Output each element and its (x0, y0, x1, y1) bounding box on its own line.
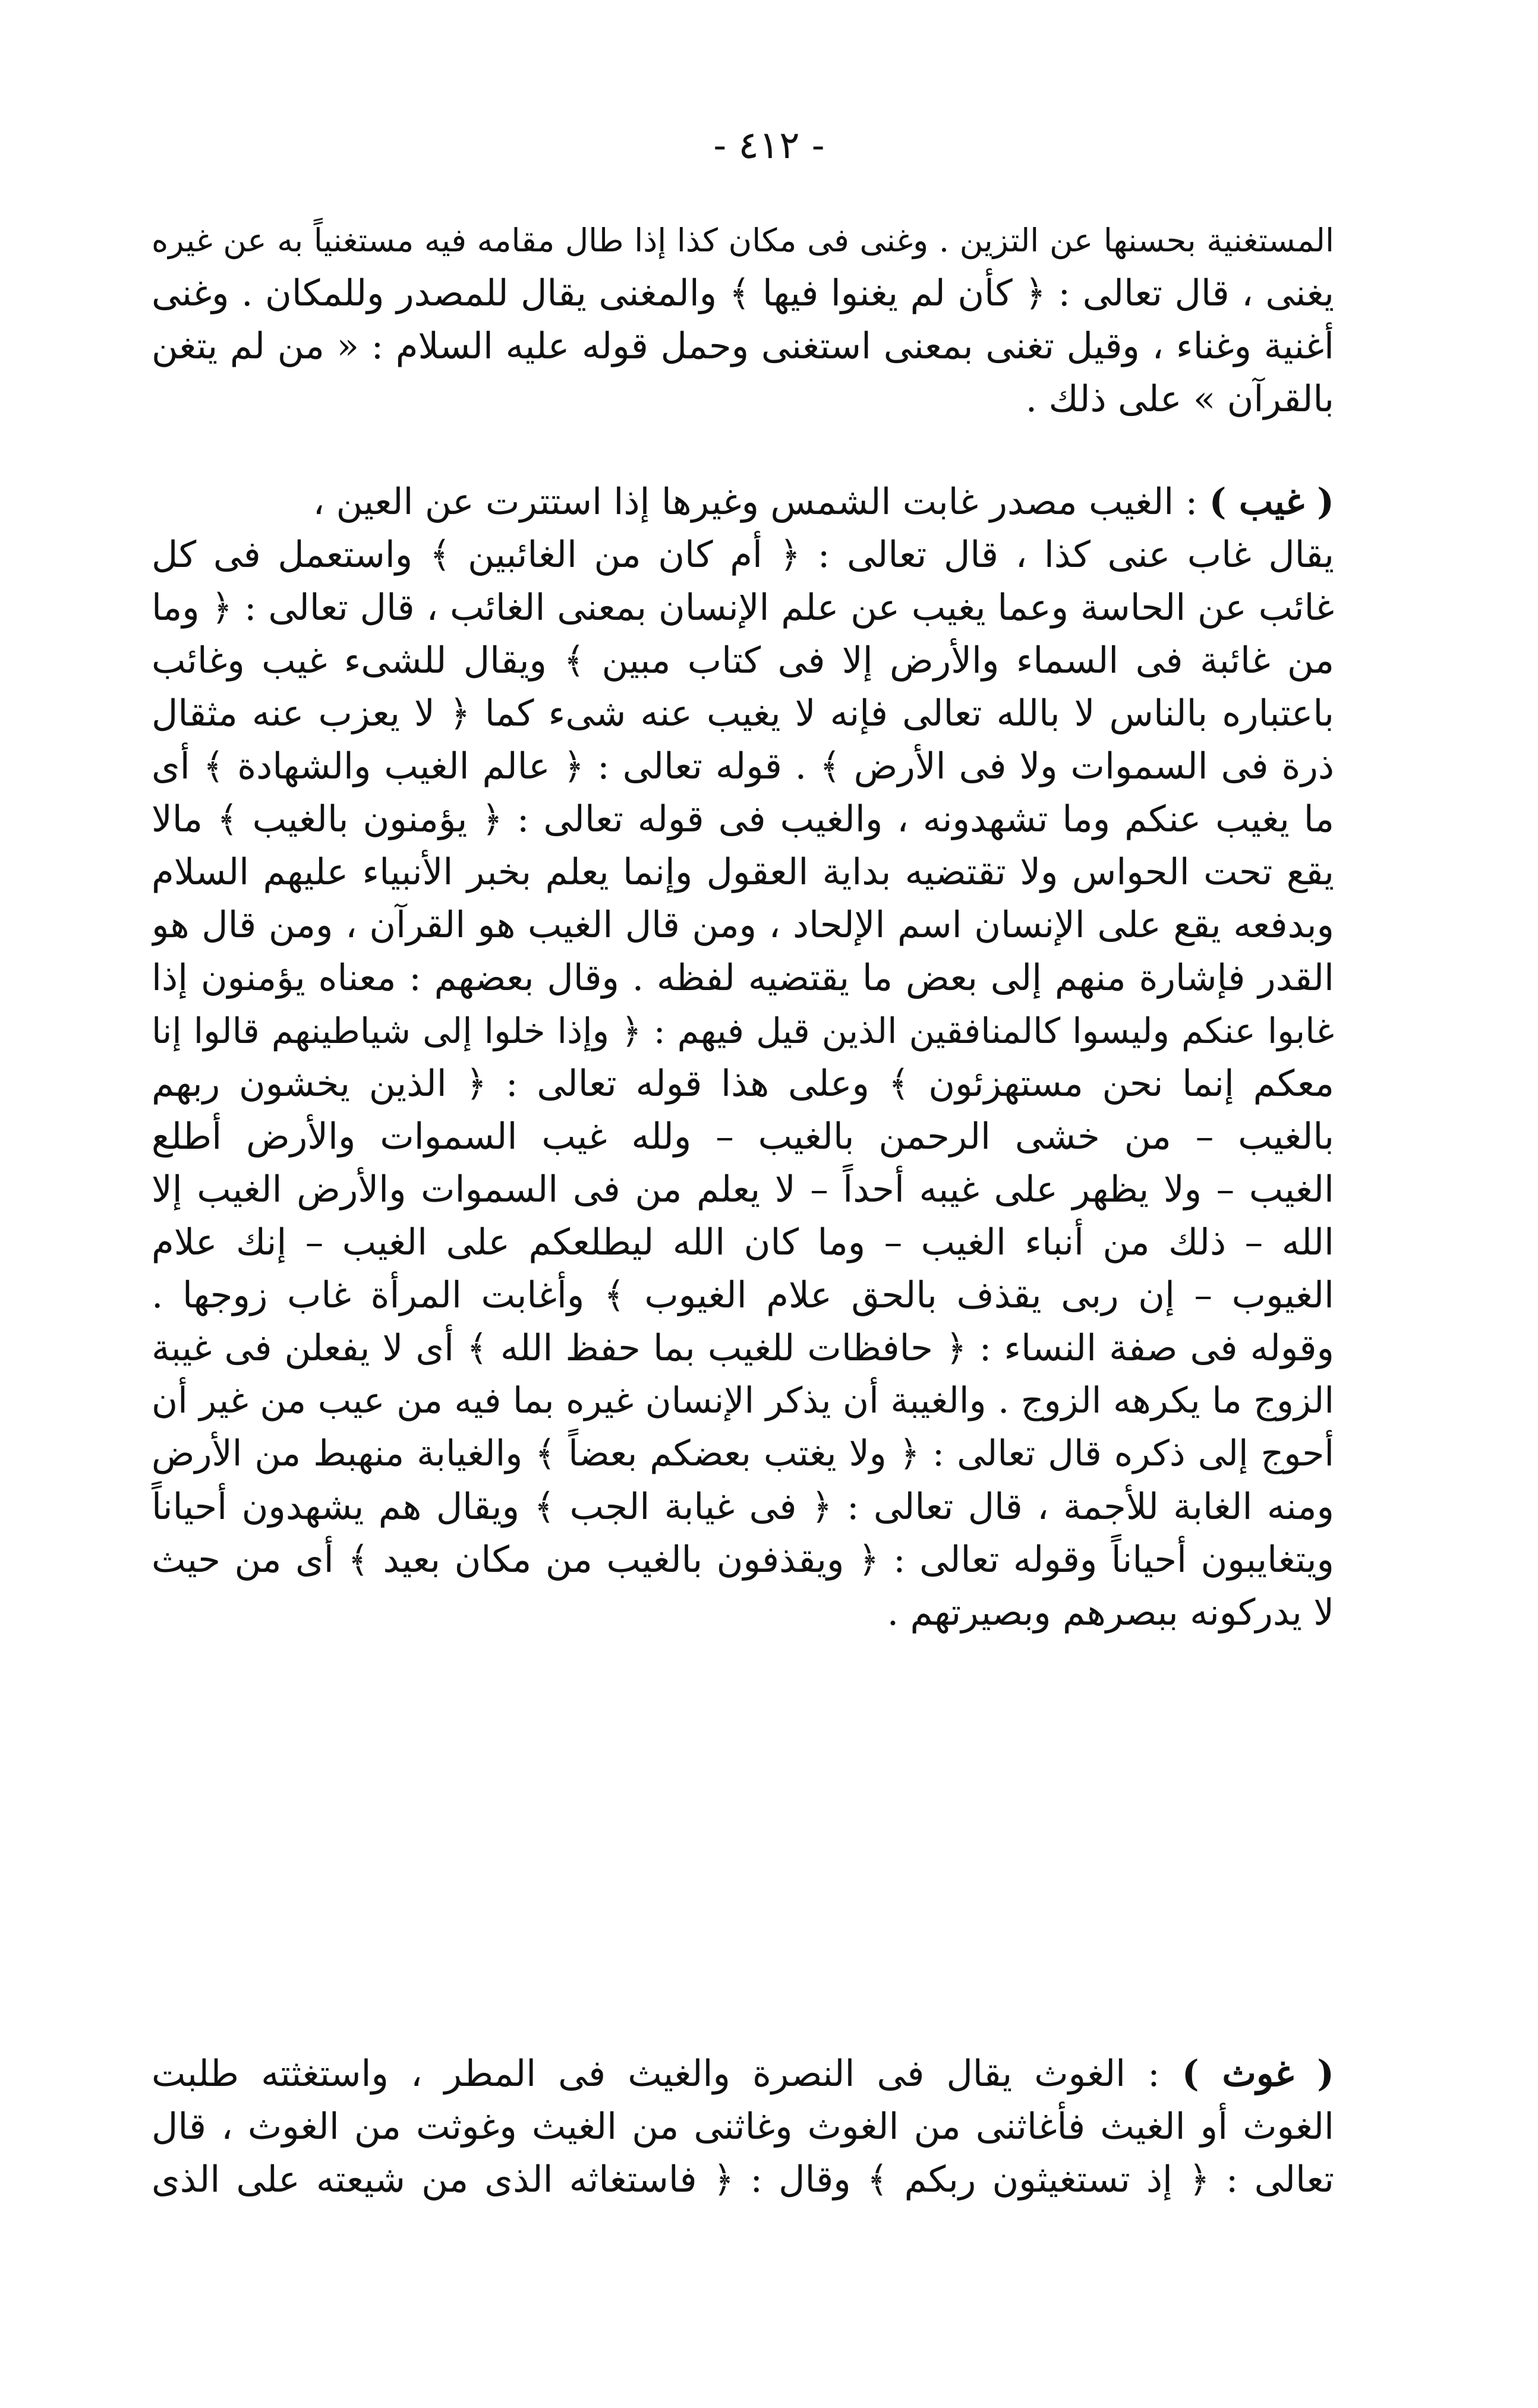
text-line: يقع تحت الحواس ولا تقتضيه بداية العقول وإنما يعلم بخبر الأنبياء عليهم السلام (152, 851, 1334, 893)
text-line: بالغيب – من خشى الرحمن بالغيب – ولله غيب السموات والأرض أطلع (152, 1115, 1334, 1158)
text-line: الله – ذلك من أنباء الغيب – وما كان الله ليطلعكم على الغيب – إنك علام (152, 1221, 1334, 1263)
text-line: غابوا عنكم وليسوا كالمنافقين الذين قيل فيهم : ﴿ وإذا خلوا إلى شياطينهم قالوا إنا (152, 1010, 1334, 1051)
entry-heading: ( غيب ) (1209, 481, 1334, 523)
text-line: ويتغايبون أحياناً وقوله تعالى : ﴿ ويقذفون بالغيب من مكان بعيد ﴾ أى من حيث (152, 1539, 1334, 1581)
text-line: وبدفعه يقع على الإنسان اسم الإلحاد ، ومن قال الغيب هو القرآن ، ومن قال هو (152, 904, 1334, 946)
entry-first-line (152, 475, 1334, 528)
text-line: المستغنية بحسنها عن التزين . وغنى فى مكان كذا إذا طال مقامه فيه مستغنياً به عن غيره (152, 222, 1334, 259)
entry-heading: ( غوث ) (1181, 2053, 1334, 2095)
text-line: أغنية وغناء ، وقيل تغنى بمعنى استغنى وحمل قوله عليه السلام : « من لم يتغن (152, 325, 1334, 367)
text-line: معكم إنما نحن مستهزئون ﴾ وعلى هذا قوله تعالى : ﴿ الذين يخشون ربهم (152, 1063, 1334, 1105)
text-line: أحوج إلى ذكره قال تعالى : ﴿ ولا يغتب بعضكم بعضاً ﴾ والغيابة منهبط من الأرض (152, 1433, 1334, 1474)
text-line: باعتباره بالناس لا بالله تعالى فإنه لا يغيب عنه شىء كما ﴿ لا يعزب عنه مثقال (152, 692, 1334, 735)
entry-first-line (152, 2047, 1334, 2100)
text-line: الغوث أو الغيث فأغاثنى من الغوث وغاثنى من الغيث وغوثت من الغوث ، قال (152, 2106, 1334, 2148)
text-line: بالقرآن » على ذلك . (1025, 378, 1334, 420)
text-line: لا يدركونه ببصرهم وبصيرتهم . (887, 1591, 1334, 1634)
text-line: : الغوث يقال فى النصرة والغيث فى المطر ، واستغثته طلبت (152, 2053, 1182, 2095)
text-line: : الغيب مصدر غابت الشمس وغيرها إذا استترت عن العين ، (313, 481, 1209, 523)
entry-ghayb (152, 475, 1334, 1639)
text-line: يغنى ، قال تعالى : ﴿ كأن لم يغنوا فيها ﴾ والمغنى يقال للمصدر وللمكان . وغنى (152, 272, 1334, 314)
text-line: تعالى : ﴿ إذ تستغيثون ربكم ﴾ وقال : ﴿ فاستغاثه الذى من شيعته على الذى (152, 2158, 1334, 2201)
entry-ghawth (152, 2047, 1334, 2206)
text-line: الزوج ما يكرهه الزوج . والغيبة أن يذكر الإنسان غيره بما فيه من عيب من غير أن (152, 1380, 1334, 1422)
text-line: القدر فإشارة منهم إلى بعض ما يقتضيه لفظه . وقال بعضهم : معناه يؤمنون إذا (152, 957, 1334, 999)
text-line: ومنه الغابة للأجمة ، قال تعالى : ﴿ فى غيابة الجب ﴾ ويقال هم يشهدون أحياناً (152, 1486, 1334, 1528)
text-line: يقال غاب عنى كذا ، قال تعالى : ﴿ أم كان من الغائبين ﴾ واستعمل فى كل (152, 534, 1334, 576)
text-line: ذرة فى السموات ولا فى الأرض ﴾ . قوله تعالى : ﴿ عالم الغيب والشهادة ﴾ أى (152, 745, 1334, 787)
text-line: وقوله فى صفة النساء : ﴿ حافظات للغيب بما حفظ الله ﴾ أى لا يفعلن فى غيبة (152, 1327, 1334, 1369)
paragraph-ghani-continuation (152, 214, 1334, 426)
text-line: غائب عن الحاسة وعما يغيب عن علم الإنسان بمعنى الغائب ، قال تعالى : ﴿ وما (152, 587, 1334, 629)
text-line: الغيب – ولا يظهر على غيبه أحداً – لا يعلم من فى السموات والأرض الغيب إلا (152, 1168, 1334, 1211)
text-line: من غائبة فى السماء والأرض إلا فى كتاب مبين ﴾ ويقال للشىء غيب وغائب (152, 639, 1334, 682)
text-line: الغيوب – إن ربى يقذف بالحق علام الغيوب ﴾ وأغابت المرأة غاب زوجها . (152, 1274, 1334, 1316)
text-line: ما يغيب عنكم وما تشهدونه ، والغيب فى قوله تعالى : ﴿ يؤمنون بالغيب ﴾ مالا (152, 798, 1334, 840)
page-number: - ٤١٢ - (713, 124, 825, 168)
